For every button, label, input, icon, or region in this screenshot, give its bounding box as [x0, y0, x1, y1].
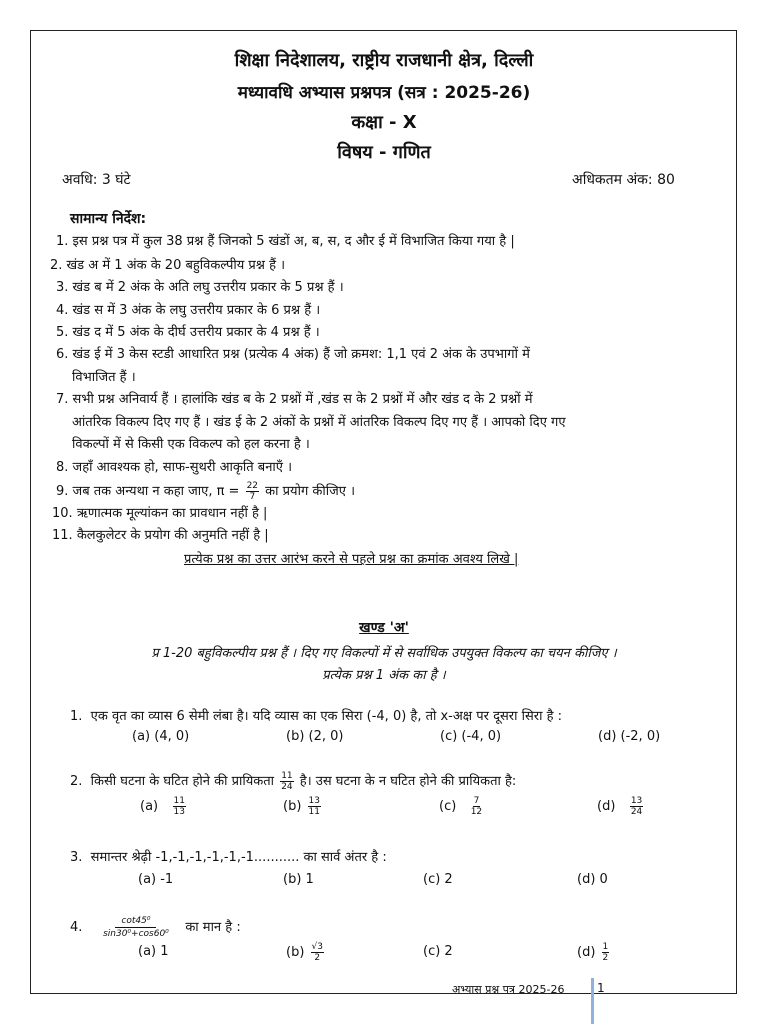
question-2: [70, 771, 516, 792]
instruction-num: 2.: [50, 258, 63, 273]
instruction-text: खंड स में 3 अंक के लघु उत्तरीय प्रकार के 6 प्रश्न हैं ।: [72, 303, 321, 318]
instruction-1: [56, 232, 515, 251]
option-fraction: [173, 796, 186, 817]
header-class: कक्षा - X: [351, 112, 417, 133]
option-fraction: [311, 942, 324, 963]
fraction-denominator: 24: [630, 807, 643, 817]
footer-label: अभ्यास प्रश्न पत्र 2025-26: [452, 983, 565, 996]
instruction-text: खंड द में 5 अंक के दीर्घ उत्तरीय प्रकार के 4 प्रश्न हैं ।: [72, 325, 320, 340]
question-text: है। उस घटना के न घटित होने की प्रायिकता है:: [299, 774, 517, 789]
instruction-num: 11.: [52, 528, 73, 543]
fraction-numerator: 7: [473, 796, 480, 806]
instruction-text: जहाँ आवश्यक हो, साफ-सुथरी आकृति बनाएँ ।: [72, 460, 293, 475]
section-a-line2: प्रत्येक प्रश्न 1 अंक का है ।: [322, 668, 446, 683]
fraction-denominator: 2: [602, 953, 609, 963]
option-fraction: [602, 942, 610, 963]
pi-fraction: [246, 481, 259, 502]
fraction-denominator: 7: [249, 492, 256, 502]
q3-option-c: (c) 2: [423, 872, 453, 887]
question-text: समान्तर श्रेढ़ी -1,-1,-1,-1,-1,-1........... का सार्व अंतर है :: [90, 850, 387, 865]
page-divider: [591, 978, 594, 1024]
fraction-denominator: 24: [281, 782, 293, 792]
q1-option-c: (c) (-4, 0): [440, 729, 502, 744]
question-text: का मान है :: [185, 920, 241, 935]
header-paper-title: मध्यावधि अभ्यास प्रश्नपत्र (सत्र : 2025-26): [237, 83, 531, 103]
fraction-numerator: 11: [173, 796, 185, 806]
instruction-num: 3.: [56, 280, 69, 295]
q4-option-c: (c) 2: [423, 944, 453, 959]
option-label: (a): [140, 799, 159, 814]
instruction-text: खंड अ में 1 अंक के 20 बहुविकल्पीय प्रश्न हैं ।: [66, 258, 286, 273]
instruction-6: [56, 345, 530, 364]
instruction-7: [56, 390, 532, 409]
q1-option-b: (b) (2, 0): [286, 729, 344, 744]
section-a-line1: प्र 1-20 बहुविकल्पीय प्रश्न हैं । दिए गए विकल्पों में से सर्वाधिक उपयुक्त विकल्प का चयन कीजिए ।: [151, 646, 617, 661]
instruction-7-cont: [72, 413, 566, 432]
q3-option-a: (a) -1: [138, 872, 174, 887]
question-number: 2.: [70, 774, 83, 789]
q4-option-d: [577, 942, 611, 963]
max-marks: अधिकतम अंक: 80: [572, 172, 675, 188]
q2-option-a: [140, 796, 188, 817]
instruction-text: ऋणात्मक मूल्यांकन का प्रावधान नहीं है |: [76, 506, 268, 521]
instruction-6-cont: [72, 368, 136, 387]
instruction-text: का प्रयोग कीजिए ।: [261, 484, 356, 499]
instruction-num: 5.: [56, 325, 69, 340]
instruction-text: सभी प्रश्न अनिवार्य हैं । हालांकि खंड ब के 2 प्रश्नों में ,खंड स के 2 प्रश्नों में और खंड द के 2 प्रश्नों में: [72, 392, 533, 407]
instruction-num: 4.: [56, 303, 69, 318]
q1-option-a: (a) (4, 0): [132, 729, 190, 744]
instruction-num: 9.: [56, 484, 69, 499]
instruction-num: 8.: [56, 460, 69, 475]
instruction-text: आंतरिक विकल्प दिए गए हैं । खंड ई के 2 अंकों के प्रश्नों में आंतरिक विकल्प दिए गए हैं । आपको दिए गए: [72, 415, 566, 430]
instruction-num: 6.: [56, 347, 69, 362]
instruction-3: [56, 278, 344, 297]
header-subject: विषय - गणित: [337, 142, 431, 163]
option-label: (d): [597, 799, 616, 814]
instruction-11: [52, 526, 269, 545]
question-number: 4.: [70, 920, 83, 935]
instruction-8: [56, 458, 292, 477]
trig-fraction: [103, 915, 169, 940]
question-3: [70, 847, 387, 865]
fraction-numerator: 22: [246, 481, 259, 491]
option-fraction: [630, 796, 643, 817]
question-number: 1.: [70, 709, 83, 724]
q1-option-d: (d) (-2, 0): [598, 729, 661, 744]
instruction-text: जब तक अन्यथा न कहा जाए, π =: [72, 484, 244, 499]
instruction-2: [50, 256, 285, 275]
instruction-num: 1.: [56, 234, 69, 249]
instruction-note: प्रत्येक प्रश्न का उत्तर आरंभ करने से पहले प्रश्न का क्रमांक अवश्य लिखे |: [184, 552, 519, 567]
option-fraction: [471, 796, 482, 817]
q2-option-c: [439, 796, 484, 817]
question-text: एक वृत का व्यास 6 सेमी लंबा है। यदि व्यास का एक सिरा (-4, 0) है, तो x-अक्ष पर दूसरा सिरा है :: [90, 709, 562, 724]
instruction-text: कैलकुलेटर के प्रयोग की अनुमति नहीं है |: [76, 528, 269, 543]
page-number: 1: [597, 981, 605, 995]
fraction-denominator: 13: [173, 807, 185, 817]
duration: अवधि: 3 घंटे: [62, 172, 131, 188]
fraction-denominator: 11: [308, 807, 320, 817]
fraction-numerator: √3: [311, 942, 324, 952]
instruction-num: 7.: [56, 392, 69, 407]
section-a-title: खण्ड 'अ': [359, 620, 409, 636]
option-label: (b): [283, 799, 302, 814]
fraction-numerator: cot45⁰: [115, 915, 156, 928]
option-label: (d): [577, 945, 596, 960]
instruction-7-cont2: [72, 435, 310, 454]
header-directorate: शिक्षा निदेशालय, राष्ट्रीय राजधानी क्षेत्र, दिल्ली: [234, 50, 534, 71]
option-label: (c): [439, 799, 457, 814]
probability-fraction: [280, 771, 293, 792]
instruction-5: [56, 323, 320, 342]
question-4: [70, 915, 241, 940]
fraction-denominator: 12: [470, 807, 483, 817]
instruction-text: विकल्पों में से किसी एक विकल्प को हल करना है ।: [72, 437, 310, 452]
instruction-num: 10.: [52, 506, 73, 521]
q2-option-d: [597, 796, 645, 817]
question-1: [70, 706, 562, 724]
instructions-heading: सामान्य निर्देश:: [70, 211, 147, 227]
fraction-denominator: sin30⁰+cos60⁰: [103, 929, 169, 939]
q3-option-d: (d) 0: [577, 872, 608, 887]
q3-option-b: (b) 1: [283, 872, 314, 887]
q4-option-a: (a) 1: [138, 944, 169, 959]
instruction-text: खंड ई में 3 केस स्टडी आधारित प्रश्न (प्रत्येक 4 अंक) हैं जो क्रमश: 1,1 एवं 2 अंक के उपभागों में: [72, 347, 530, 362]
instruction-text: खंड ब में 2 अंक के अति लघु उत्तरीय प्रकार के 5 प्रश्न हैं ।: [72, 280, 344, 295]
fraction-denominator: 2: [314, 953, 321, 963]
question-number: 3.: [70, 850, 83, 865]
instruction-text: इस प्रश्न पत्र में कुल 38 प्रश्न हैं जिनको 5 खंडों अ, ब, स, द और ई में विभाजित किया गया है |: [72, 234, 515, 249]
instruction-4: [56, 301, 320, 320]
q2-option-b: [283, 796, 323, 817]
question-text: किसी घटना के घटित होने की प्रायिकता: [90, 774, 275, 789]
q4-option-b: [286, 942, 326, 963]
fraction-numerator: 13: [630, 796, 643, 806]
option-fraction: [308, 796, 321, 817]
instruction-text: विभाजित हैं ।: [72, 370, 136, 385]
instruction-9: [56, 481, 355, 502]
fraction-numerator: 11: [281, 771, 293, 781]
option-label: (b): [286, 945, 305, 960]
fraction-numerator: 13: [308, 796, 320, 806]
fraction-numerator: 1: [602, 942, 609, 952]
instruction-10: [52, 504, 267, 523]
